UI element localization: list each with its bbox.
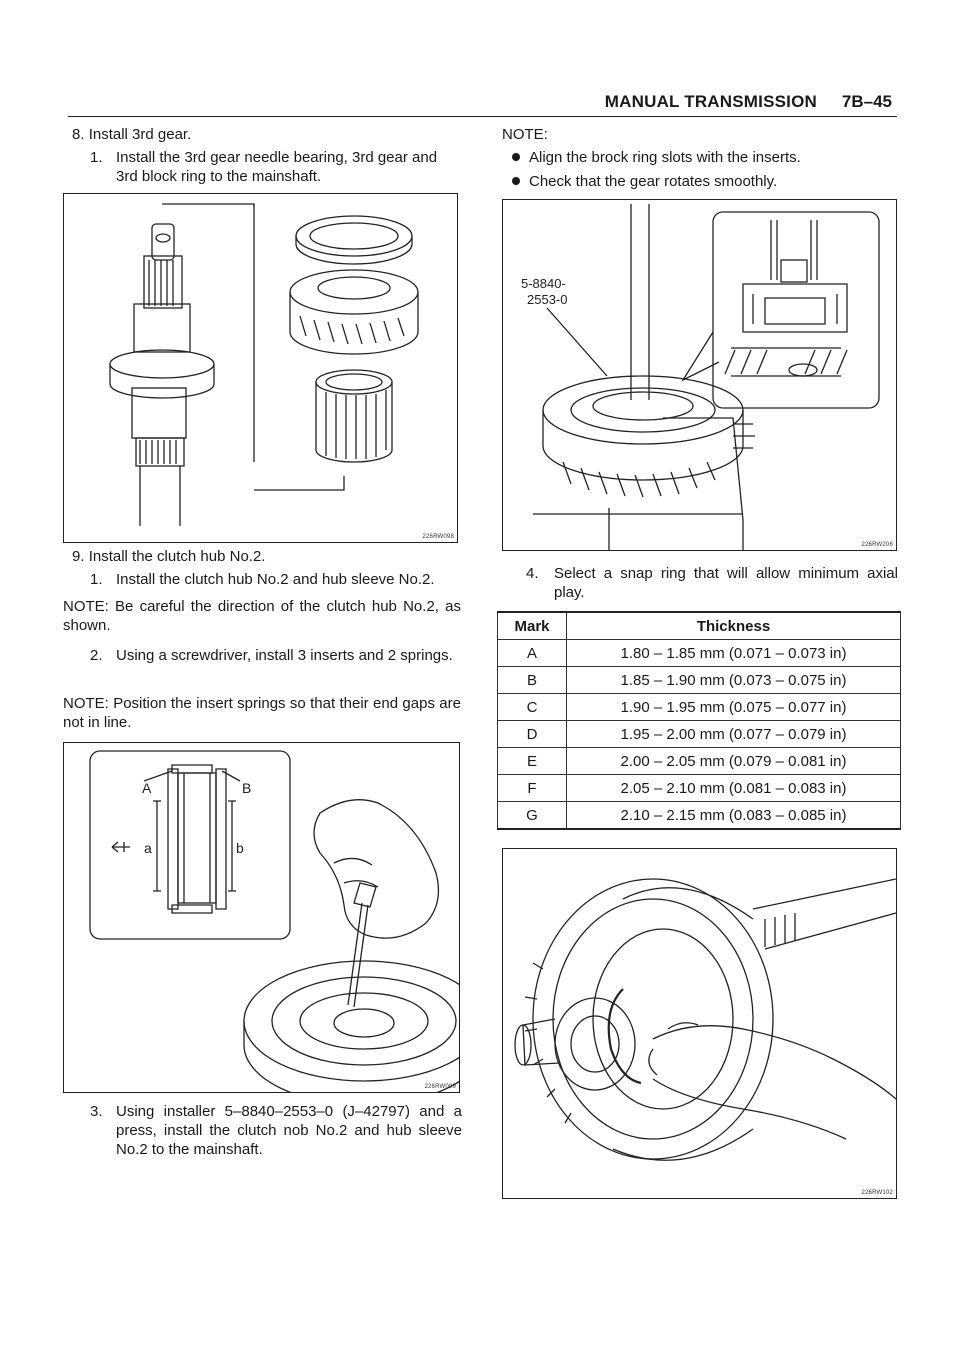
page-number: 7B–45 — [841, 92, 892, 111]
step-8-1-text: Install the 3rd gear needle bearing, 3rd gear and 3rd block ring to the mainshaft. — [116, 149, 438, 185]
header-rule — [68, 116, 897, 117]
figure-code: 226RW099 — [424, 1084, 456, 1090]
label-b: b — [236, 840, 244, 856]
note-bullet-2 — [512, 172, 777, 191]
note-bullet-2-text: Check that the gear rotates smoothly. — [529, 173, 778, 190]
table-row — [498, 802, 901, 830]
note-bullet-1 — [512, 148, 801, 167]
section-title: MANUAL TRANSMISSION — [604, 92, 817, 111]
bullet-icon — [512, 177, 520, 185]
cell-mark: G — [498, 802, 567, 830]
step-9-3-text: Using installer 5–8840–2553–0 (J–42797) and a press, install the clutch nob No.2 and hub sleeve No.2 to the mainshaft. — [116, 1103, 462, 1158]
cell-mark: E — [498, 748, 567, 775]
step-9-1-text: Install the clutch hub No.2 and hub sleeve No.2. — [116, 571, 435, 588]
label-B: B — [242, 780, 252, 796]
step-4 — [526, 564, 898, 602]
step-8-number: 8. — [72, 126, 85, 143]
figure-clutch-hub-inserts — [63, 742, 460, 1093]
note-insert-springs: NOTE: Position the insert springs so that their end gaps are not in line. — [63, 695, 461, 731]
table-row — [498, 640, 901, 667]
step-9-2-text: Using a screwdriver, install 3 inserts and 2 springs. — [116, 647, 453, 664]
step-9-1 — [90, 570, 460, 589]
figure-snap-ring-install — [502, 848, 897, 1199]
column-header-mark: Mark — [498, 612, 567, 640]
step-8-1-number: 1. — [90, 149, 103, 166]
note-bullet-1-text: Align the brock ring slots with the inserts. — [529, 149, 801, 166]
step-9-3-number: 3. — [90, 1103, 103, 1120]
tool-number-line-2: 2553-0 — [527, 292, 568, 307]
cell-thickness: 2.10 – 2.15 mm (0.083 – 0.085 in) — [567, 802, 901, 830]
step-9-1-number: 1. — [90, 571, 103, 588]
cell-mark: B — [498, 667, 567, 694]
figure-installer-press — [502, 199, 897, 551]
figure-snap-ring-illustration — [503, 849, 896, 1198]
cell-mark: F — [498, 775, 567, 802]
figure-3rd-gear-assembly — [63, 193, 458, 543]
cell-thickness: 1.90 – 1.95 mm (0.075 – 0.077 in) — [567, 694, 901, 721]
step-9-number: 9. — [72, 548, 85, 565]
cell-thickness: 2.05 – 2.10 mm (0.081 – 0.083 in) — [567, 775, 901, 802]
figure-installer-illustration — [503, 200, 896, 550]
table-row — [498, 775, 901, 802]
note-label: NOTE: — [502, 126, 548, 143]
cell-thickness: 1.95 – 2.00 mm (0.077 – 0.079 in) — [567, 721, 901, 748]
figure-clutch-hub-illustration — [64, 743, 459, 1092]
table-row — [498, 694, 901, 721]
table-row — [498, 667, 901, 694]
label-a: a — [144, 840, 152, 856]
note-clutch-hub-direction: NOTE: Be careful the direction of the clutch hub No.2, as shown. — [63, 598, 461, 634]
step-9 — [72, 547, 265, 566]
snap-ring-thickness-table — [497, 611, 901, 830]
table-header-row — [498, 612, 901, 640]
step-4-number: 4. — [526, 565, 539, 582]
cell-mark: A — [498, 640, 567, 667]
table-row — [498, 721, 901, 748]
step-8-text: Install 3rd gear. — [88, 126, 192, 143]
step-9-2-number: 2. — [90, 647, 103, 664]
figure-code: 226RW098 — [422, 534, 454, 540]
cell-thickness: 2.00 – 2.05 mm (0.079 – 0.081 in) — [567, 748, 901, 775]
cell-thickness: 1.80 – 1.85 mm (0.071 – 0.073 in) — [567, 640, 901, 667]
figure-3rd-gear-illustration — [64, 194, 457, 542]
step-8 — [72, 125, 191, 144]
step-9-2 — [90, 646, 460, 665]
column-header-thickness: Thickness — [567, 612, 901, 640]
cell-mark: D — [498, 721, 567, 748]
step-9-3 — [90, 1102, 462, 1159]
label-A: A — [142, 780, 152, 796]
step-8-1 — [90, 148, 460, 186]
step-4-text: Select a snap ring that will allow minimum axial play. — [554, 565, 898, 601]
bullet-icon — [512, 153, 520, 161]
cell-thickness: 1.85 – 1.90 mm (0.073 – 0.075 in) — [567, 667, 901, 694]
figure-code: 226RW102 — [861, 1190, 893, 1196]
table-row — [498, 748, 901, 775]
step-9-text: Install the clutch hub No.2. — [88, 548, 266, 565]
figure-code: 226RW206 — [861, 542, 893, 548]
tool-number-line-1: 5-8840- — [521, 276, 566, 291]
cell-mark: C — [498, 694, 567, 721]
